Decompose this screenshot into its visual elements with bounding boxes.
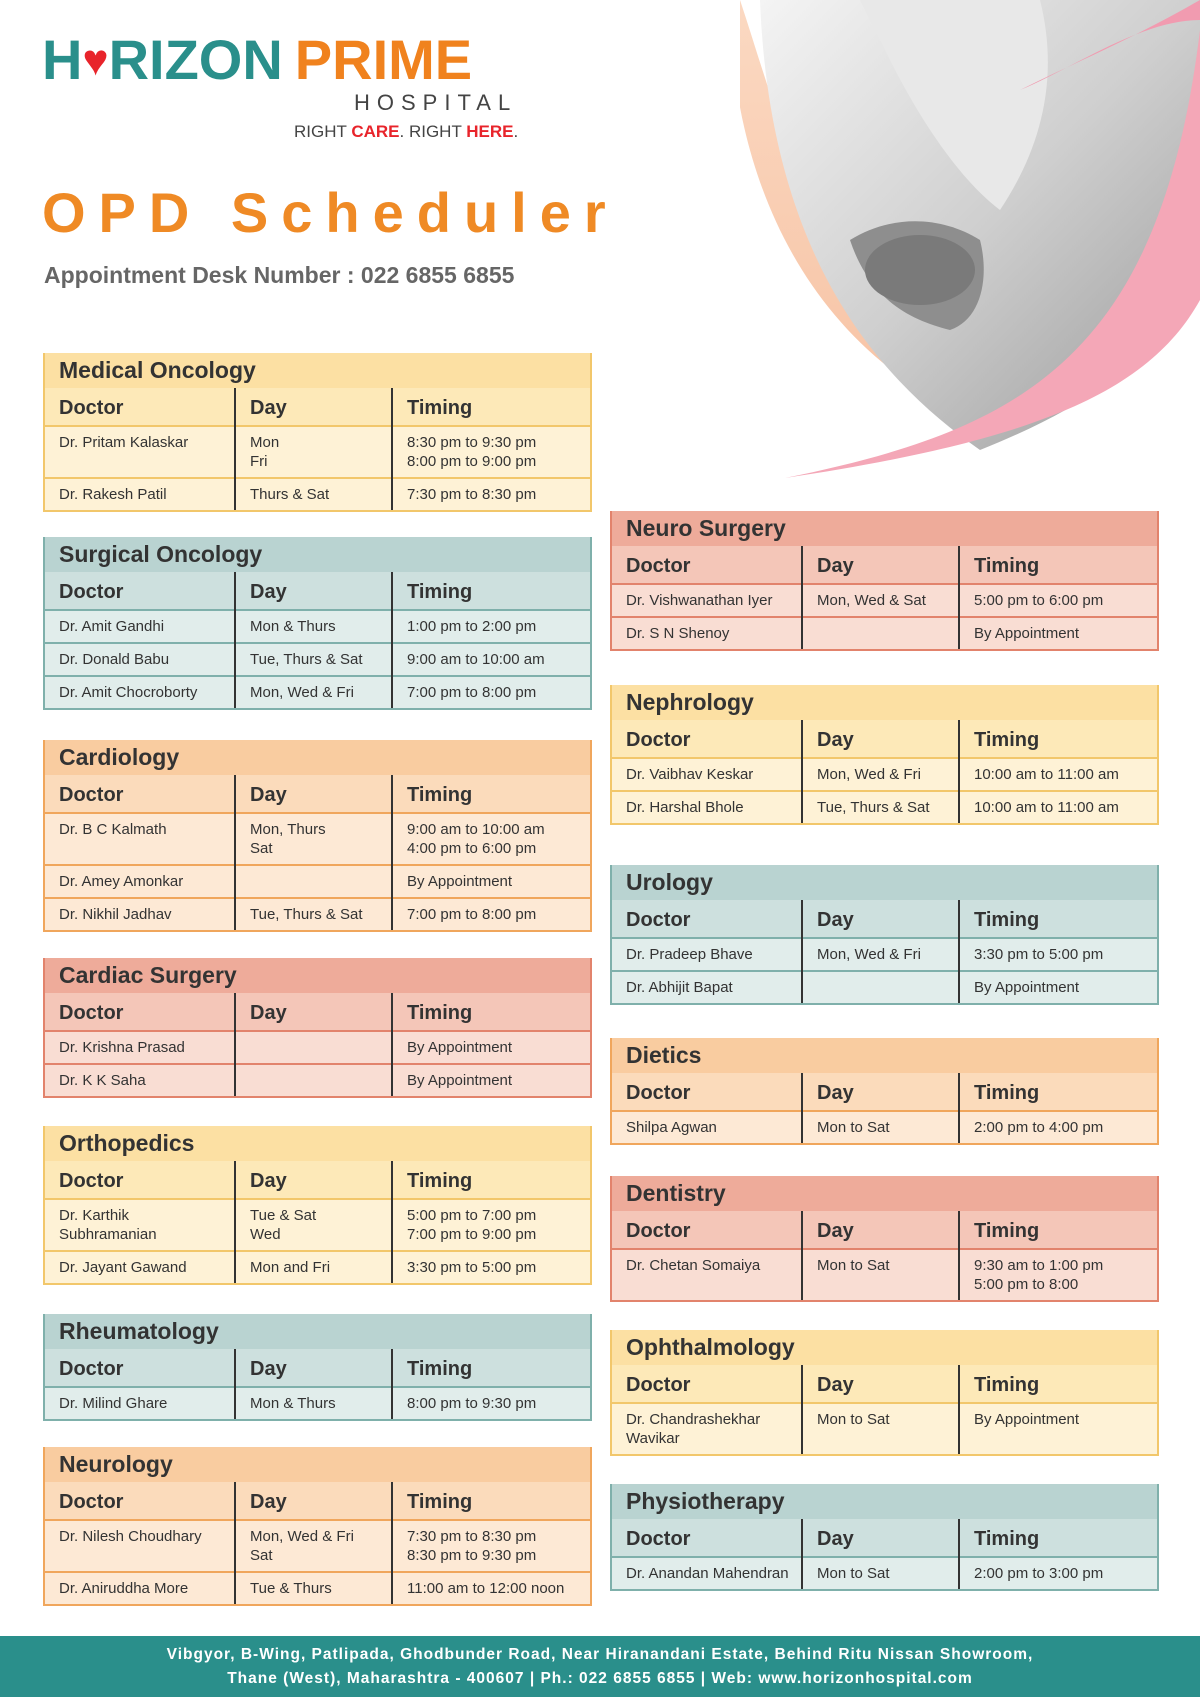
- timing-value: By Appointment: [407, 1072, 513, 1089]
- timing-cell: [392, 610, 590, 643]
- day-value: Mon & Thurs: [250, 1395, 336, 1412]
- dept-cardiology: [43, 740, 592, 932]
- table-row: [612, 1111, 1157, 1143]
- day-cell: [235, 813, 392, 865]
- col-header-doctor: Doctor: [612, 1211, 802, 1249]
- timing-value: 3:30 pm to 5:00 pm: [974, 946, 1104, 963]
- col-header-timing: Timing: [392, 1482, 590, 1520]
- day-value: Mon: [250, 434, 280, 451]
- timing-value: 7:00 pm to 8:00 pm: [407, 684, 537, 701]
- timing-value: 10:00 am to 11:00 am: [974, 799, 1119, 816]
- timing-value: 8:30 pm to 9:30 pm: [407, 434, 537, 451]
- doctor-cell: [612, 938, 802, 971]
- day-cell: [235, 1251, 392, 1283]
- timing-cell: [959, 1111, 1157, 1143]
- col-header-day: Day: [235, 993, 392, 1031]
- doctor-name: Dr. Abhijit Bapat: [626, 979, 733, 996]
- doctor-name: Dr. Milind Ghare: [59, 1395, 168, 1412]
- col-header-timing: Timing: [959, 1365, 1157, 1403]
- doctor-name: Dr. Amit Chocroborty: [59, 684, 198, 701]
- timing-cell: [959, 1249, 1157, 1300]
- timing-value: 9:00 am to 10:00 am: [407, 821, 545, 838]
- schedule-table: [45, 388, 590, 510]
- timing-value: By Appointment: [974, 979, 1080, 996]
- doctor-name: Dr. Amit Gandhi: [59, 618, 165, 635]
- tag-dot-2: .: [513, 122, 519, 141]
- doctor-name: Dr. Chetan Somaiya: [626, 1257, 761, 1274]
- table-row: [45, 1251, 590, 1283]
- table-header-row: [612, 1519, 1157, 1557]
- timing-value: 5:00 pm to 7:00 pm: [407, 1207, 537, 1224]
- day-cell: [235, 898, 392, 930]
- table-row: [612, 791, 1157, 823]
- col-header-doctor: Doctor: [612, 546, 802, 584]
- col-header-timing: Timing: [392, 388, 590, 426]
- hands-shape: [865, 235, 975, 305]
- day-value: Tue, Thurs & Sat: [250, 906, 363, 923]
- day-cell: [235, 1064, 392, 1096]
- doctor-cell: [45, 643, 235, 676]
- schedule-table: [612, 900, 1157, 1003]
- doctor-cell: [45, 1572, 235, 1604]
- col-header-day: Day: [235, 572, 392, 610]
- doctor-name: Dr. Pradeep Bhave: [626, 946, 753, 963]
- timing-value: 8:30 pm to 9:30 pm: [407, 1547, 537, 1564]
- col-header-timing: Timing: [392, 993, 590, 1031]
- doctor-cell: [612, 1249, 802, 1300]
- schedule-table: [45, 572, 590, 708]
- timing-cell: [392, 813, 590, 865]
- day-value: Mon, Wed & Fri: [817, 946, 921, 963]
- day-cell: [235, 610, 392, 643]
- col-header-day: Day: [802, 1365, 959, 1403]
- dept-neuro-surgery: [610, 511, 1159, 651]
- table-header-row: [612, 900, 1157, 938]
- doctor-cell: [45, 676, 235, 708]
- col-header-day: Day: [235, 1349, 392, 1387]
- dept-orthopedics: [43, 1126, 592, 1285]
- doctor-name: Dr. Pritam Kalaskar: [59, 434, 189, 451]
- day-cell: [235, 643, 392, 676]
- schedule-table: [612, 546, 1157, 649]
- col-header-doctor: Doctor: [45, 572, 235, 610]
- col-header-timing: Timing: [959, 1519, 1157, 1557]
- doctor-cell: [612, 617, 802, 649]
- schedule-table: [612, 1211, 1157, 1300]
- table-row: [45, 1031, 590, 1064]
- day-cell: [235, 865, 392, 898]
- timing-cell: [392, 1199, 590, 1251]
- col-header-doctor: Doctor: [45, 388, 235, 426]
- doctor-cell: [612, 971, 802, 1003]
- dept-title: Ophthalmology: [612, 1330, 1157, 1365]
- col-header-day: Day: [802, 1211, 959, 1249]
- logo-tagline: [294, 122, 518, 142]
- timing-value: By Appointment: [974, 1411, 1080, 1428]
- schedule-table: [612, 1073, 1157, 1143]
- day-cell: [235, 1572, 392, 1604]
- table-row: [45, 676, 590, 708]
- day-cell: [802, 617, 959, 649]
- table-header-row: [45, 1161, 590, 1199]
- table-row: [612, 617, 1157, 649]
- schedule-table: [45, 1482, 590, 1604]
- table-header-row: [45, 1482, 590, 1520]
- timing-value: 8:00 pm to 9:30 pm: [407, 1395, 537, 1412]
- day-cell: [235, 1520, 392, 1572]
- doctor-name: Dr. Amey Amonkar: [59, 873, 184, 890]
- timing-value: 10:00 am to 11:00 am: [974, 766, 1119, 783]
- day-cell: [802, 1249, 959, 1300]
- timing-cell: [392, 1520, 590, 1572]
- logo-prime: PRIME: [294, 28, 473, 91]
- table-row: [45, 813, 590, 865]
- table-row: [45, 478, 590, 510]
- tag-care: CARE: [351, 122, 400, 141]
- table-header-row: [612, 1365, 1157, 1403]
- col-header-doctor: Doctor: [45, 1482, 235, 1520]
- table-row: [45, 1064, 590, 1096]
- doctor-cell: [45, 1520, 235, 1572]
- timing-cell: [959, 1557, 1157, 1589]
- col-header-doctor: Doctor: [45, 1349, 235, 1387]
- doctor-cell: [612, 791, 802, 823]
- day-value: Mon, Wed & Fri: [250, 684, 354, 701]
- dept-dentistry: [610, 1176, 1159, 1302]
- dept-cardiac-surgery: [43, 958, 592, 1098]
- day-value: Mon, Wed & Sat: [817, 592, 926, 609]
- col-header-timing: Timing: [959, 720, 1157, 758]
- dept-title: Neurology: [45, 1447, 590, 1482]
- day-cell: [802, 584, 959, 617]
- table-header-row: [45, 1349, 590, 1387]
- dept-title: Physiotherapy: [612, 1484, 1157, 1519]
- day-cell: [235, 676, 392, 708]
- table-row: [612, 584, 1157, 617]
- hospital-logo: [42, 28, 562, 141]
- doctor-cell: [45, 478, 235, 510]
- col-header-day: Day: [802, 546, 959, 584]
- day-cell: [235, 1199, 392, 1251]
- col-header-day: Day: [802, 720, 959, 758]
- doctor-name: Dr. Aniruddha More: [59, 1580, 189, 1597]
- dept-title: Orthopedics: [45, 1126, 590, 1161]
- table-header-row: [45, 388, 590, 426]
- appointment-desk-number: Appointment Desk Number : 022 6855 6855: [44, 262, 515, 288]
- timing-value: 5:00 pm to 8:00: [974, 1276, 1079, 1293]
- table-header-row: [612, 1073, 1157, 1111]
- timing-value: 11:00 am to 12:00 noon: [407, 1580, 565, 1597]
- timing-value: 7:00 pm to 9:00 pm: [407, 1226, 537, 1243]
- table-row: [612, 1557, 1157, 1589]
- col-header-day: Day: [802, 1519, 959, 1557]
- day-cell: [802, 938, 959, 971]
- doctor-cell: [45, 898, 235, 930]
- timing-cell: [959, 791, 1157, 823]
- dept-physiotherapy: [610, 1484, 1159, 1591]
- col-header-timing: Timing: [392, 775, 590, 813]
- timing-cell: [392, 1064, 590, 1096]
- dept-title: Surgical Oncology: [45, 537, 590, 572]
- day-value: Sat: [250, 1547, 273, 1564]
- dept-title: Cardiology: [45, 740, 590, 775]
- col-header-timing: Timing: [959, 1073, 1157, 1111]
- handshake-hero-image: [740, 0, 1200, 500]
- col-header-doctor: Doctor: [612, 720, 802, 758]
- col-header-timing: Timing: [392, 1349, 590, 1387]
- doctor-cell: [612, 1557, 802, 1589]
- doctor-name: Dr. Chandrashekhar Wavikar: [626, 1411, 761, 1447]
- dept-title: Urology: [612, 865, 1157, 900]
- day-value: Wed: [250, 1226, 281, 1243]
- dept-surgical-oncology: [43, 537, 592, 710]
- col-header-timing: Timing: [959, 900, 1157, 938]
- table-header-row: [45, 775, 590, 813]
- day-value: Tue & Thurs: [250, 1580, 332, 1597]
- timing-value: 7:30 pm to 8:30 pm: [407, 486, 537, 503]
- table-row: [612, 758, 1157, 791]
- timing-cell: [959, 584, 1157, 617]
- day-cell: [235, 1031, 392, 1064]
- doctor-name: Dr. S N Shenoy: [626, 625, 730, 642]
- day-cell: [802, 971, 959, 1003]
- day-value: Mon to Sat: [817, 1257, 890, 1274]
- doctor-cell: [45, 865, 235, 898]
- timing-cell: [392, 1031, 590, 1064]
- timing-cell: [392, 1387, 590, 1419]
- day-cell: [802, 791, 959, 823]
- timing-value: 2:00 pm to 4:00 pm: [974, 1119, 1104, 1136]
- doctor-name: Dr. Harshal Bhole: [626, 799, 744, 816]
- table-row: [612, 1403, 1157, 1454]
- col-header-timing: Timing: [392, 1161, 590, 1199]
- table-row: [612, 1249, 1157, 1300]
- timing-value: 9:00 am to 10:00 am: [407, 651, 545, 668]
- col-header-day: Day: [235, 388, 392, 426]
- day-value: Fri: [250, 453, 268, 470]
- logo-hospital: HOSPITAL: [354, 90, 518, 115]
- doctor-name: Dr. B C Kalmath: [59, 821, 167, 838]
- dept-rheumatology: [43, 1314, 592, 1421]
- timing-value: 2:00 pm to 3:00 pm: [974, 1565, 1104, 1582]
- tag-right-1: RIGHT: [294, 122, 347, 141]
- col-header-doctor: Doctor: [45, 993, 235, 1031]
- dept-medical-oncology: [43, 353, 592, 512]
- doctor-name: Dr. Vishwanathan Iyer: [626, 592, 773, 609]
- day-value: Mon & Thurs: [250, 618, 336, 635]
- timing-cell: [392, 898, 590, 930]
- table-row: [45, 426, 590, 478]
- dept-title: Dentistry: [612, 1176, 1157, 1211]
- table-row: [45, 865, 590, 898]
- timing-cell: [959, 758, 1157, 791]
- dept-nephrology: [610, 685, 1159, 825]
- table-header-row: [612, 1211, 1157, 1249]
- schedule-table: [45, 775, 590, 930]
- day-value: Mon, Wed & Fri: [250, 1528, 354, 1545]
- timing-cell: [959, 971, 1157, 1003]
- table-row: [45, 898, 590, 930]
- day-cell: [235, 478, 392, 510]
- timing-value: 5:00 pm to 6:00 pm: [974, 592, 1104, 609]
- timing-cell: [392, 676, 590, 708]
- day-value: Sat: [250, 840, 273, 857]
- day-value: Mon and Fri: [250, 1259, 331, 1276]
- day-value: Mon, Wed & Fri: [817, 766, 921, 783]
- doctor-name: Dr. Nikhil Jadhav: [59, 906, 172, 923]
- day-cell: [235, 1387, 392, 1419]
- timing-cell: [959, 1403, 1157, 1454]
- dept-ophthalmology: [610, 1330, 1159, 1456]
- table-header-row: [612, 546, 1157, 584]
- timing-cell: [392, 478, 590, 510]
- table-row: [45, 1572, 590, 1604]
- logo-wordmark: [42, 30, 562, 91]
- doctor-name: Dr. Anandan Mahendran: [626, 1565, 789, 1582]
- doctor-name: Dr. Jayant Gawand: [59, 1259, 187, 1276]
- logo-letter-h: H: [42, 28, 83, 91]
- schedule-table: [612, 720, 1157, 823]
- col-header-doctor: Doctor: [612, 1519, 802, 1557]
- day-cell: [235, 426, 392, 478]
- dept-neurology: [43, 1447, 592, 1606]
- doctor-cell: [45, 426, 235, 478]
- day-value: Thurs & Sat: [250, 486, 330, 503]
- heart-icon: ♥: [82, 36, 109, 85]
- dept-title: Nephrology: [612, 685, 1157, 720]
- table-row: [45, 610, 590, 643]
- table-row: [612, 971, 1157, 1003]
- col-header-doctor: Doctor: [612, 1365, 802, 1403]
- col-header-doctor: Doctor: [612, 1073, 802, 1111]
- timing-value: By Appointment: [974, 625, 1080, 642]
- timing-cell: [392, 865, 590, 898]
- timing-cell: [959, 617, 1157, 649]
- table-row: [45, 643, 590, 676]
- doctor-name: Dr. Vaibhav Keskar: [626, 766, 754, 783]
- schedule-table: [45, 993, 590, 1096]
- doctor-cell: [45, 1064, 235, 1096]
- doctor-name: Dr. Donald Babu: [59, 651, 170, 668]
- col-header-day: Day: [802, 900, 959, 938]
- schedule-table: [612, 1365, 1157, 1454]
- day-cell: [802, 1557, 959, 1589]
- day-cell: [802, 1111, 959, 1143]
- schedule-table: [45, 1349, 590, 1419]
- day-value: Mon to Sat: [817, 1119, 890, 1136]
- doctor-cell: [45, 1199, 235, 1251]
- doctor-cell: [45, 1251, 235, 1283]
- day-value: Mon, Thurs: [250, 821, 326, 838]
- footer-line-2: Thane (West), Maharashtra - 400607 | Ph.: 022 6855 6855 | Web: www.horizonhospital.com: [227, 1670, 973, 1687]
- schedule-table: [612, 1519, 1157, 1589]
- doctor-name: Dr. Krishna Prasad: [59, 1039, 185, 1056]
- table-header-row: [612, 720, 1157, 758]
- col-header-day: Day: [235, 775, 392, 813]
- dept-title: Dietics: [612, 1038, 1157, 1073]
- timing-cell: [392, 426, 590, 478]
- table-row: [45, 1199, 590, 1251]
- tag-here: HERE: [466, 122, 514, 141]
- doctor-cell: [612, 758, 802, 791]
- col-header-doctor: Doctor: [45, 1161, 235, 1199]
- timing-value: By Appointment: [407, 873, 513, 890]
- timing-value: 9:30 am to 1:00 pm: [974, 1257, 1104, 1274]
- timing-cell: [959, 938, 1157, 971]
- day-value: Tue & Sat: [250, 1207, 317, 1224]
- doctor-name: Dr. K K Saha: [59, 1072, 146, 1089]
- doctor-name: Dr. Nilesh Choudhary: [59, 1528, 202, 1545]
- dept-title: Rheumatology: [45, 1314, 590, 1349]
- doctor-name: Dr. Karthik Subhramanian: [59, 1207, 157, 1243]
- timing-value: 1:00 pm to 2:00 pm: [407, 618, 537, 635]
- col-header-doctor: Doctor: [45, 775, 235, 813]
- logo-rizon: RIZON: [108, 28, 283, 91]
- doctor-cell: [45, 813, 235, 865]
- schedule-table: [45, 1161, 590, 1283]
- timing-value: 7:00 pm to 8:00 pm: [407, 906, 537, 923]
- timing-value: 4:00 pm to 6:00 pm: [407, 840, 537, 857]
- dept-title: Neuro Surgery: [612, 511, 1157, 546]
- footer-address-bar: [0, 1636, 1200, 1697]
- table-header-row: [45, 993, 590, 1031]
- dept-urology: [610, 865, 1159, 1005]
- day-value: Mon to Sat: [817, 1411, 890, 1428]
- doctor-name: Shilpa Agwan: [626, 1119, 717, 1136]
- dept-dietics: [610, 1038, 1159, 1145]
- day-cell: [802, 1403, 959, 1454]
- col-header-doctor: Doctor: [612, 900, 802, 938]
- dept-title: Medical Oncology: [45, 353, 590, 388]
- doctor-cell: [45, 1387, 235, 1419]
- timing-cell: [392, 1572, 590, 1604]
- doctor-cell: [612, 584, 802, 617]
- day-value: Tue, Thurs & Sat: [250, 651, 363, 668]
- col-header-timing: Timing: [959, 546, 1157, 584]
- doctor-cell: [45, 610, 235, 643]
- table-header-row: [45, 572, 590, 610]
- table-row: [612, 938, 1157, 971]
- timing-value: 7:30 pm to 8:30 pm: [407, 1528, 537, 1545]
- day-value: Tue, Thurs & Sat: [817, 799, 930, 816]
- col-header-day: Day: [802, 1073, 959, 1111]
- table-row: [45, 1520, 590, 1572]
- timing-value: By Appointment: [407, 1039, 513, 1056]
- timing-value: 3:30 pm to 5:00 pm: [407, 1259, 537, 1276]
- day-value: Mon to Sat: [817, 1565, 890, 1582]
- day-cell: [802, 758, 959, 791]
- timing-cell: [392, 1251, 590, 1283]
- footer-line-1: Vibgyor, B-Wing, Patlipada, Ghodbunder Road, Near Hiranandani Estate, Behind Ritu Nissan Showroom,: [166, 1646, 1034, 1663]
- col-header-timing: Timing: [959, 1211, 1157, 1249]
- doctor-cell: [612, 1403, 802, 1454]
- timing-value: 8:00 pm to 9:00 pm: [407, 453, 537, 470]
- table-row: [45, 1387, 590, 1419]
- doctor-name: Dr. Rakesh Patil: [59, 486, 167, 503]
- tag-dot-1: .: [399, 122, 405, 141]
- col-header-day: Day: [235, 1161, 392, 1199]
- col-header-day: Day: [235, 1482, 392, 1520]
- doctor-cell: [45, 1031, 235, 1064]
- page-title: OPD Scheduler: [42, 181, 619, 244]
- col-header-timing: Timing: [392, 572, 590, 610]
- dept-title: Cardiac Surgery: [45, 958, 590, 993]
- timing-cell: [392, 643, 590, 676]
- tag-right-2: RIGHT: [408, 122, 462, 141]
- doctor-cell: [612, 1111, 802, 1143]
